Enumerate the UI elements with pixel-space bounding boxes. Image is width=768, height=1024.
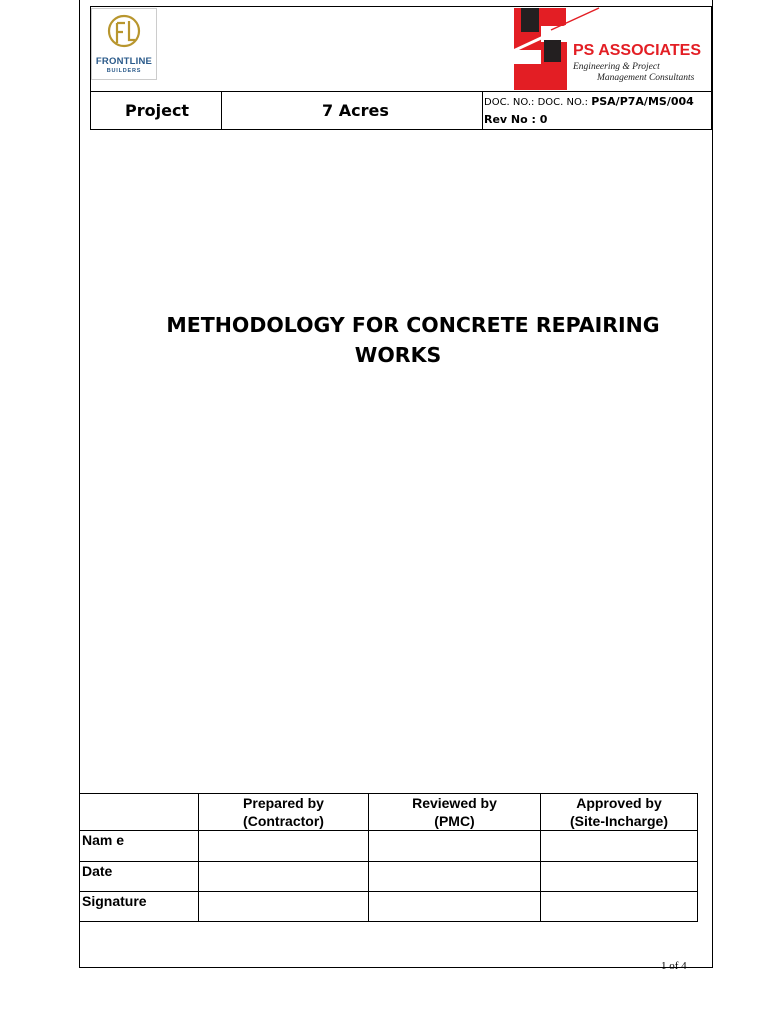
name-prepared-cell[interactable] — [199, 831, 369, 862]
signoff-header-row — [80, 794, 698, 831]
project-label-cell — [91, 92, 222, 129]
frontline-logo-name: FRONTLINE — [95, 56, 153, 67]
document-title-line-2: WORKS — [354, 343, 442, 367]
date-reviewed-cell[interactable] — [369, 862, 541, 892]
project-value-cell — [222, 92, 483, 129]
approved-by-header: Approved by (Site-Incharge) — [541, 794, 698, 831]
page-number: 1 of 4 — [661, 960, 687, 972]
name-approved-cell[interactable] — [541, 831, 698, 862]
prepared-by-header: Prepared by (Contractor) — [199, 794, 369, 831]
project-value: 7 Acres — [322, 101, 389, 120]
reviewed-by-header: Reviewed by (PMC) — [369, 794, 541, 831]
row-label-date: Date — [80, 862, 199, 892]
row-label-name: Nam e — [80, 831, 199, 862]
ps-associates-tagline-1: Engineering & Project — [573, 62, 660, 72]
doc-number-label: DOC. NO.: DOC. NO.: — [484, 97, 588, 108]
ps-associates-name: PS ASSOCIATES — [573, 42, 702, 59]
signoff-row-date — [80, 862, 698, 892]
date-approved-cell[interactable] — [541, 862, 698, 892]
project-info-row — [90, 91, 712, 130]
signoff-corner-cell — [80, 794, 199, 831]
signature-prepared-cell[interactable] — [199, 892, 369, 922]
ps-associates-tagline-2: Management Consultants — [597, 73, 695, 83]
signoff-table — [79, 793, 698, 922]
frontline-logo — [91, 8, 157, 80]
signoff-row-signature — [80, 892, 698, 922]
frontline-logo-subtitle: BUILDERS — [106, 68, 142, 74]
document-title — [100, 310, 726, 370]
name-reviewed-cell[interactable] — [369, 831, 541, 862]
frontline-mark-icon — [106, 13, 142, 53]
revision-number: Rev No : 0 — [484, 113, 548, 126]
project-label: Project — [125, 101, 190, 120]
signature-approved-cell[interactable] — [541, 892, 698, 922]
row-label-signature: Signature — [80, 892, 199, 922]
doc-number-value: PSA/P7A/MS/004 — [591, 95, 694, 108]
document-title-line-1: METHODOLOGY FOR CONCRETE REPAIRING — [166, 313, 660, 337]
doc-number-line — [484, 95, 694, 108]
date-prepared-cell[interactable] — [199, 862, 369, 892]
ps-associates-logo — [511, 6, 712, 92]
doc-info-cell — [483, 92, 711, 129]
signature-reviewed-cell[interactable] — [369, 892, 541, 922]
signoff-row-name — [80, 831, 698, 862]
